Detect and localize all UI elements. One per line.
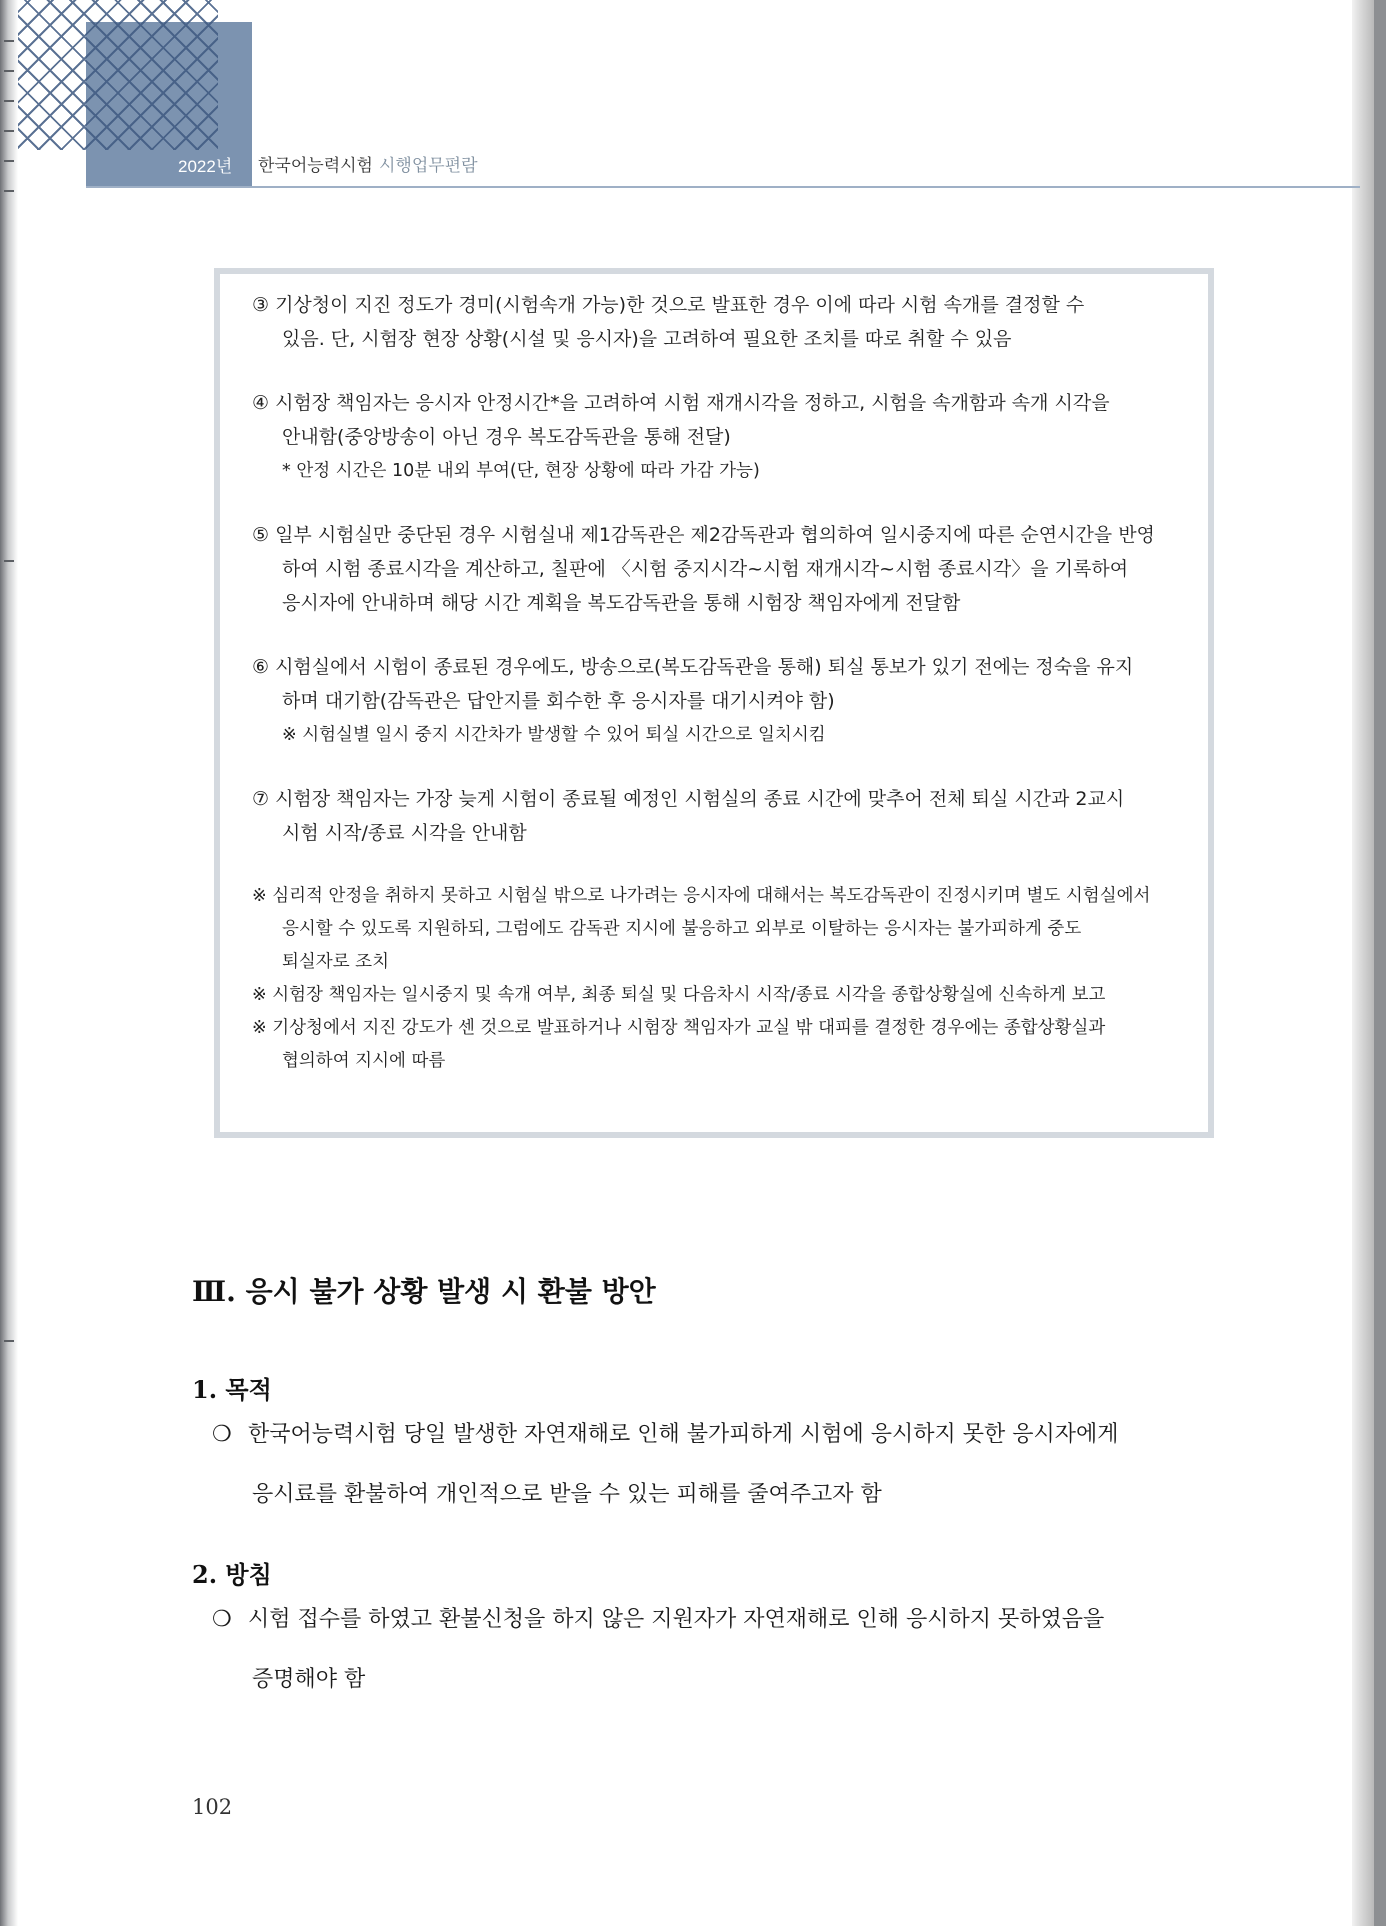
- remark-line: ※ 시험장 책임자는 일시중지 및 속개 여부, 최종 퇴실 및 다음차시 시작/종료 시각을 종합상황실에 신속하게 보고: [252, 985, 1106, 1005]
- header-rule: [86, 186, 1360, 188]
- header-title-main: 한국어능력시험: [258, 156, 373, 176]
- page-edge-shadow: [1352, 0, 1374, 1926]
- remark-line: 퇴실자로 조치: [282, 952, 389, 972]
- notice-line: 하여 시험 종료시각을 계산하고, 칠판에 〈시험 중지시각~시험 재개시각~시험 종료시각〉을 기록하여: [282, 558, 1129, 580]
- notice-line: ③ 기상청이 지진 정도가 경미(시험속개 가능)한 것으로 발표한 경우 이에 따라 시험 속개를 결정할 수: [252, 294, 1085, 316]
- purpose-bullet: [212, 1405, 1232, 1525]
- notice-remarks: [252, 880, 1182, 1078]
- policy-bullet: [212, 1590, 1232, 1710]
- page-number: 102: [192, 1795, 233, 1819]
- notice-note: ※ 시험실별 일시 중지 시간차가 발생할 수 있어 퇴실 시간으로 일치시킴: [282, 725, 826, 745]
- bullet-line: 증명해야 함: [252, 1667, 366, 1692]
- remark-line: 응시할 수 있도록 지원하되, 그럼에도 감독관 지시에 불응하고 외부로 이탈하는 응시자는 불가피하게 중도: [282, 919, 1082, 939]
- notice-box: [214, 268, 1214, 1138]
- notice-line: ⑥ 시험실에서 시험이 종료된 경우에도, 방송으로(복도감독관을 통해) 퇴실 통보가 있기 전에는 정숙을 유지: [252, 656, 1134, 678]
- notice-item-5: [252, 518, 1182, 620]
- notice-item-3: [252, 288, 1182, 356]
- notice-line: ⑤ 일부 시험실만 중단된 경우 시험실내 제1감독관은 제2감독관과 협의하여 일시중지에 따른 순연시간을 반영: [252, 524, 1155, 546]
- bullet-text: 한국어능력시험 당일 발생한 자연재해로 인해 불가피하게 시험에 응시하지 못한 응시자에게: [248, 1422, 1119, 1447]
- notice-item-7: [252, 782, 1182, 850]
- book-spine: [0, 0, 18, 1926]
- notice-line: 시험 시작/종료 시각을 안내함: [282, 822, 527, 844]
- bullet-line: [212, 1590, 1232, 1650]
- bullet-line: 응시료를 환불하여 개인적으로 받을 수 있는 피해를 줄여주고자 함: [252, 1482, 882, 1507]
- notice-content: [252, 288, 1182, 1078]
- bullet-circle-icon: ❍: [212, 1607, 232, 1632]
- notice-line: 있음. 단, 시험장 현장 상황(시설 및 응시자)을 고려하여 필요한 조치를 따로 취할 수 있음: [282, 328, 1012, 350]
- subsection-title-purpose: 1. 목적: [192, 1375, 272, 1404]
- header-title: [258, 151, 478, 176]
- notice-line: ⑦ 시험장 책임자는 가장 늦게 시험이 종료될 예정인 시험실의 종료 시간에 맞추어 전체 퇴실 시간과 2교시: [252, 788, 1125, 810]
- notice-line: ④ 시험장 책임자는 응시자 안정시간*을 고려하여 시험 재개시각을 정하고, 시험을 속개함과 속개 시각을: [252, 392, 1110, 414]
- bullet-text: 시험 접수를 하였고 환불신청을 하지 않은 지원자가 자연재해로 인해 응시하지 못하였음을: [248, 1607, 1105, 1632]
- subsection-title-policy: 2. 방침: [192, 1560, 272, 1589]
- remark-line: 협의하여 지시에 따름: [282, 1051, 446, 1071]
- header-subtitle: 시행업무편람: [378, 156, 478, 176]
- notice-item-6: [252, 650, 1182, 752]
- notice-line: 응시자에 안내하며 해당 시간 계획을 복도감독관을 통해 시험장 책임자에게 전달함: [282, 592, 961, 614]
- bullet-line: [212, 1405, 1232, 1465]
- bullet-circle-icon: ❍: [212, 1422, 232, 1447]
- remark-line: ※ 심리적 안정을 취하지 못하고 시험실 밖으로 나가려는 응시자에 대해서는 복도감독관이 진정시키며 별도 시험실에서: [252, 886, 1151, 906]
- header-year: 2022년: [178, 157, 233, 176]
- remark-line: ※ 기상청에서 지진 강도가 센 것으로 발표하거나 시험장 책임자가 교실 밖 대피를 결정한 경우에는 종합상황실과: [252, 1018, 1106, 1038]
- notice-line: 하며 대기함(감독관은 답안지를 회수한 후 응시자를 대기시켜야 함): [282, 690, 835, 712]
- section-title: Ⅲ. 응시 불가 상황 발생 시 환불 방안: [192, 1275, 656, 1308]
- notice-note: * 안정 시간은 10분 내외 부여(단, 현장 상황에 따라 가감 가능): [282, 461, 760, 481]
- notice-item-4: [252, 386, 1182, 488]
- header-lattice-pattern: [18, 0, 218, 150]
- notice-line: 안내함(중앙방송이 아닌 경우 복도감독관을 통해 전달): [282, 426, 731, 448]
